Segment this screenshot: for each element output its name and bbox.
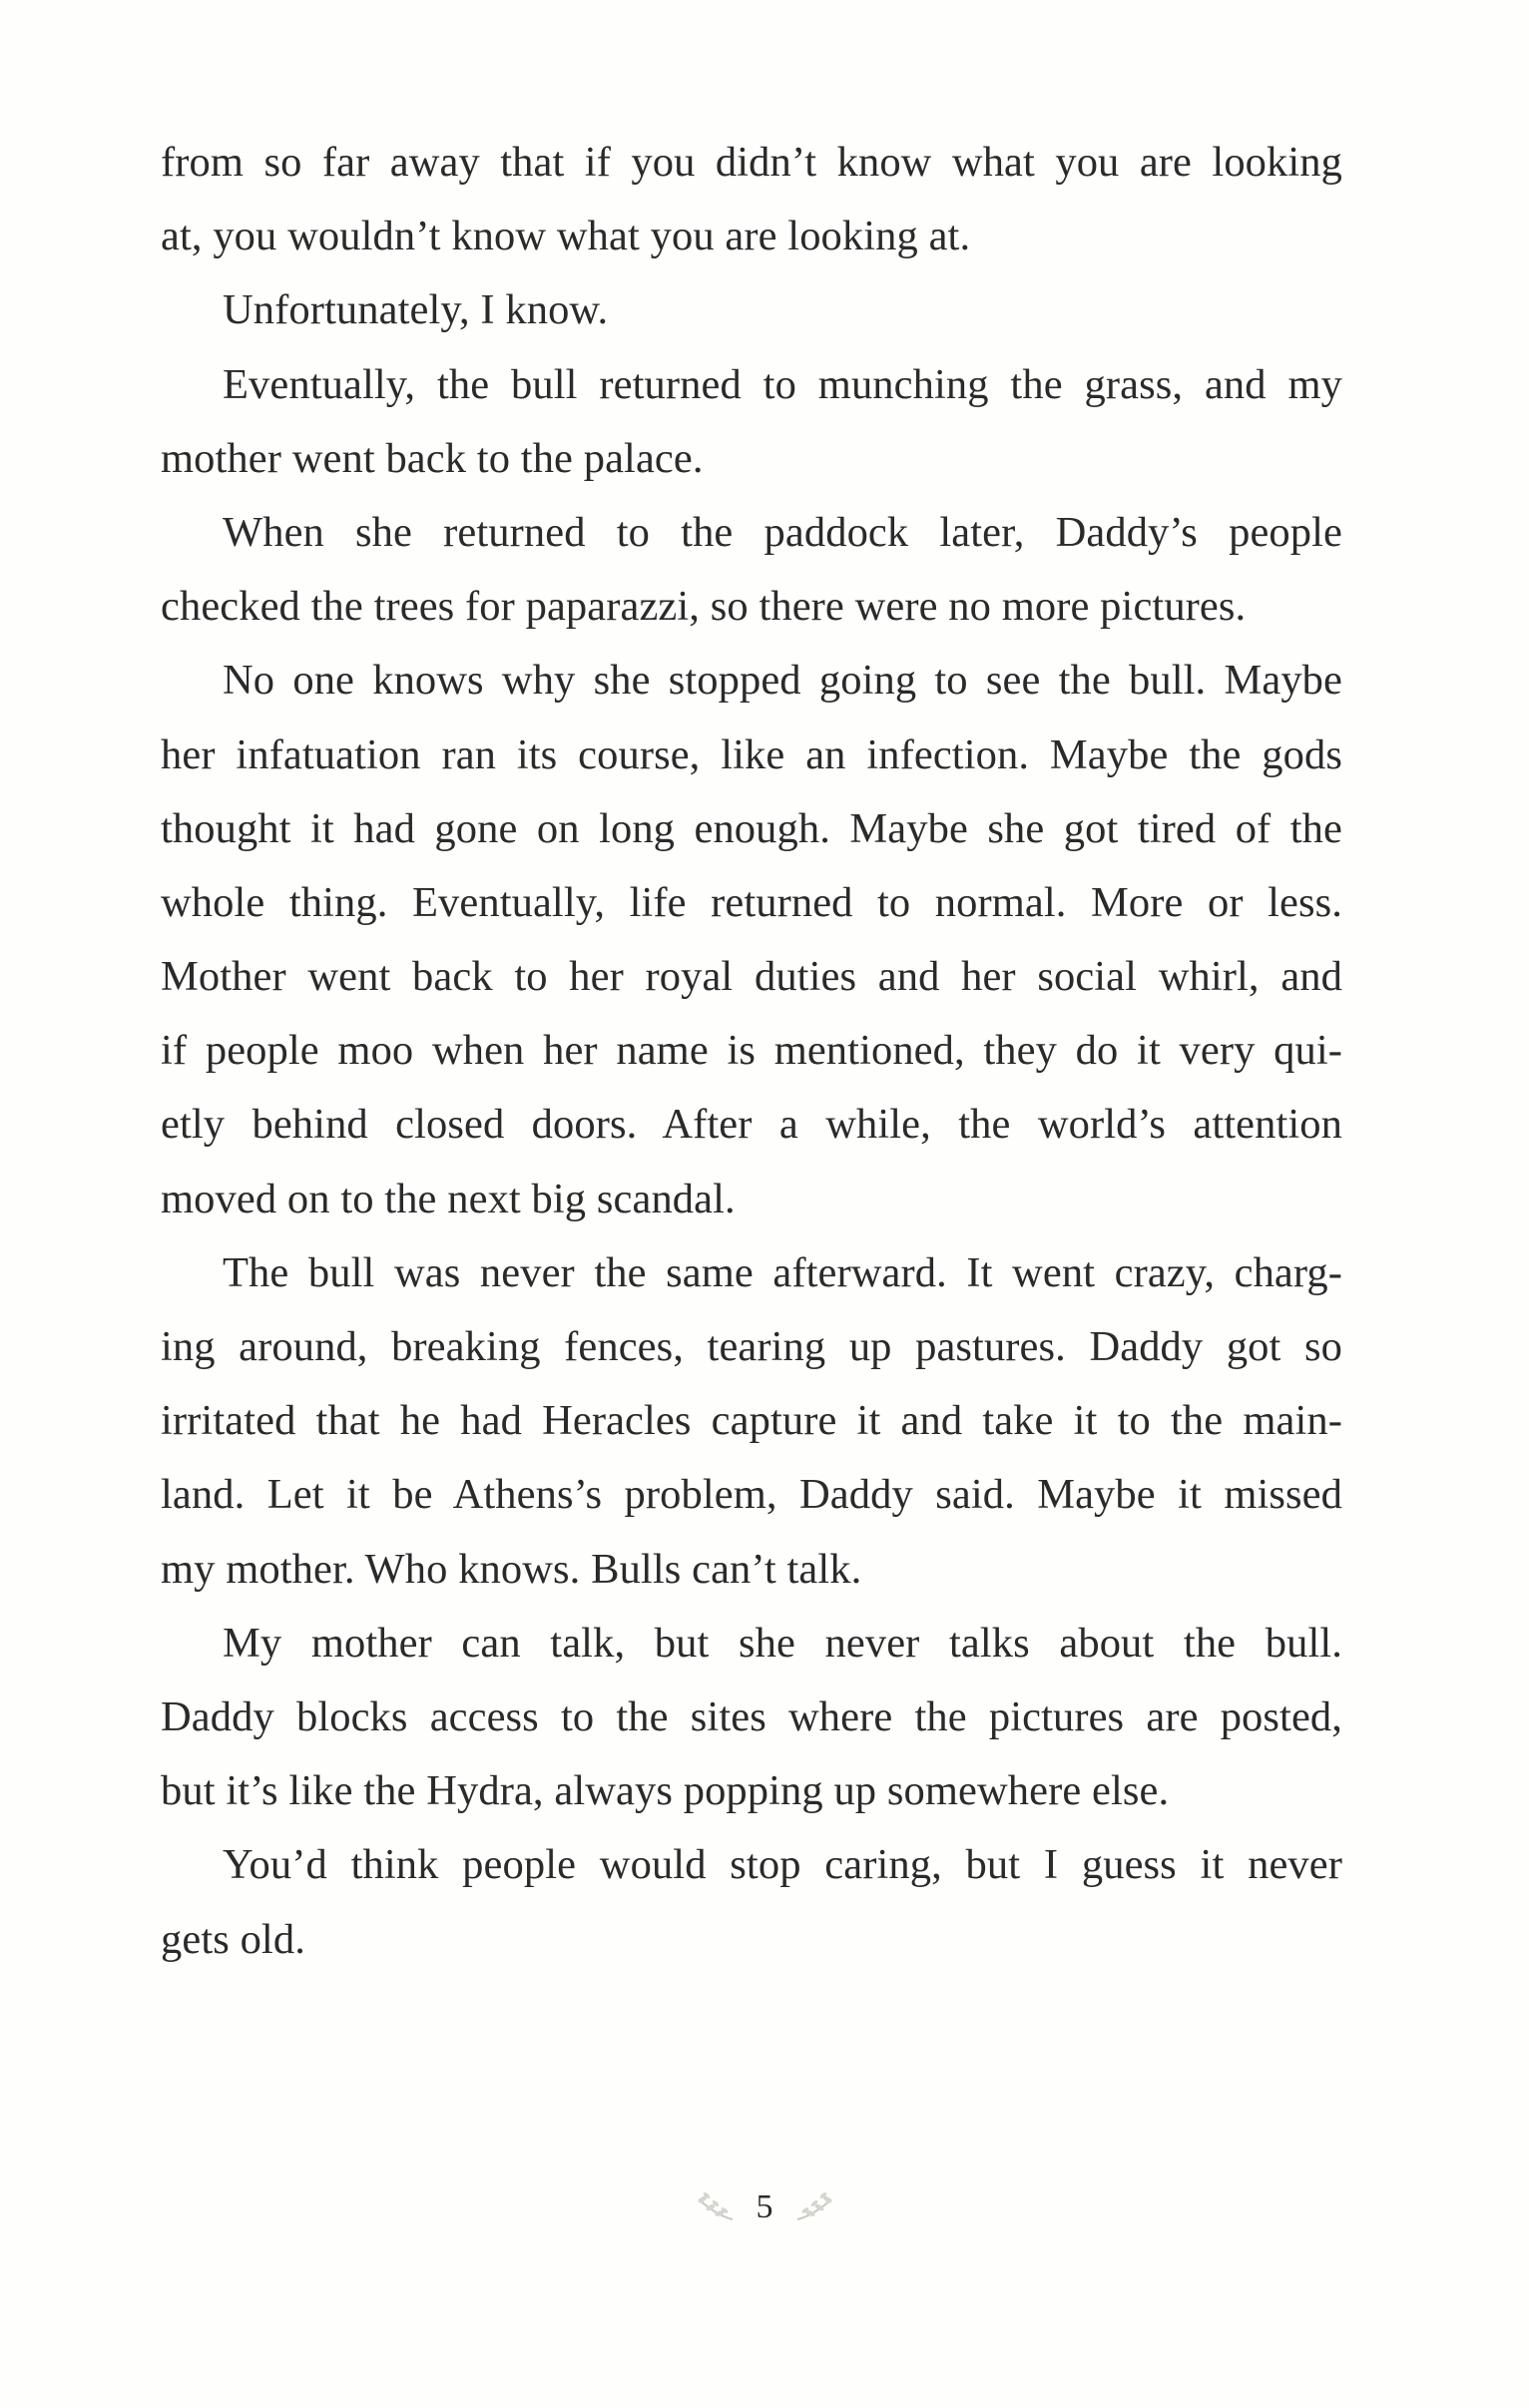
text-line: etly behind closed doors. After a while, the world’s attention bbox=[161, 1101, 1342, 1149]
text-line: Eventually, the bull returned to munching the grass, and my bbox=[223, 360, 1342, 408]
text-line: thought it had gone on long enough. Maybe she got tired of the bbox=[161, 804, 1342, 852]
text-line: Unfortunately, I know. bbox=[223, 286, 609, 334]
text-line: My mother can talk, but she never talks about the bull. bbox=[223, 1619, 1342, 1667]
text-line: The bull was never the same afterward. It went crazy, charg- bbox=[223, 1248, 1342, 1296]
text-line: but it’s like the Hydra, always popping up somewhere else. bbox=[161, 1767, 1170, 1815]
right-laurel-icon bbox=[791, 2185, 841, 2229]
text-line: at, you wouldn’t know what you are looking at. bbox=[161, 213, 971, 260]
text-line: whole thing. Eventually, life returned to normal. More or less. bbox=[161, 878, 1342, 926]
text-line: if people moo when her name is mentioned, they do it very qui- bbox=[161, 1027, 1342, 1075]
text-line: When she returned to the paddock later, Daddy’s people bbox=[223, 508, 1342, 556]
text-line: her infatuation ran its course, like an infection. Maybe the gods bbox=[161, 730, 1342, 778]
text-line: No one knows why she stopped going to see the bull. Maybe bbox=[223, 657, 1342, 705]
left-laurel-icon bbox=[689, 2185, 739, 2229]
text-line: land. Let it be Athens’s problem, Daddy said. Maybe it missed bbox=[161, 1471, 1342, 1519]
text-line: Mother went back to her royal duties and her social whirl, and bbox=[161, 953, 1342, 1001]
text-line: from so far away that if you didn’t know what you are looking bbox=[161, 139, 1342, 186]
text-line: gets old. bbox=[161, 1915, 305, 1963]
page-footer bbox=[0, 2185, 1529, 2239]
text-line: You’d think people would stop caring, but I guess it never bbox=[223, 1841, 1342, 1889]
text-line: irritated that he had Heracles capture it and take it to the main- bbox=[161, 1397, 1342, 1445]
text-line: mother went back to the palace. bbox=[161, 434, 704, 482]
page-number: 5 bbox=[756, 2188, 773, 2225]
text-line: checked the trees for paparazzi, so there were no more pictures. bbox=[161, 583, 1247, 631]
body-text bbox=[161, 126, 1342, 1977]
folio bbox=[689, 2185, 841, 2229]
text-line: Daddy blocks access to the sites where the pictures are posted, bbox=[161, 1692, 1342, 1740]
text-line: moved on to the next big scandal. bbox=[161, 1175, 736, 1222]
text-line: my mother. Who knows. Bulls can’t talk. bbox=[161, 1545, 862, 1593]
text-line: ing around, breaking fences, tearing up pastures. Daddy got so bbox=[161, 1323, 1342, 1370]
